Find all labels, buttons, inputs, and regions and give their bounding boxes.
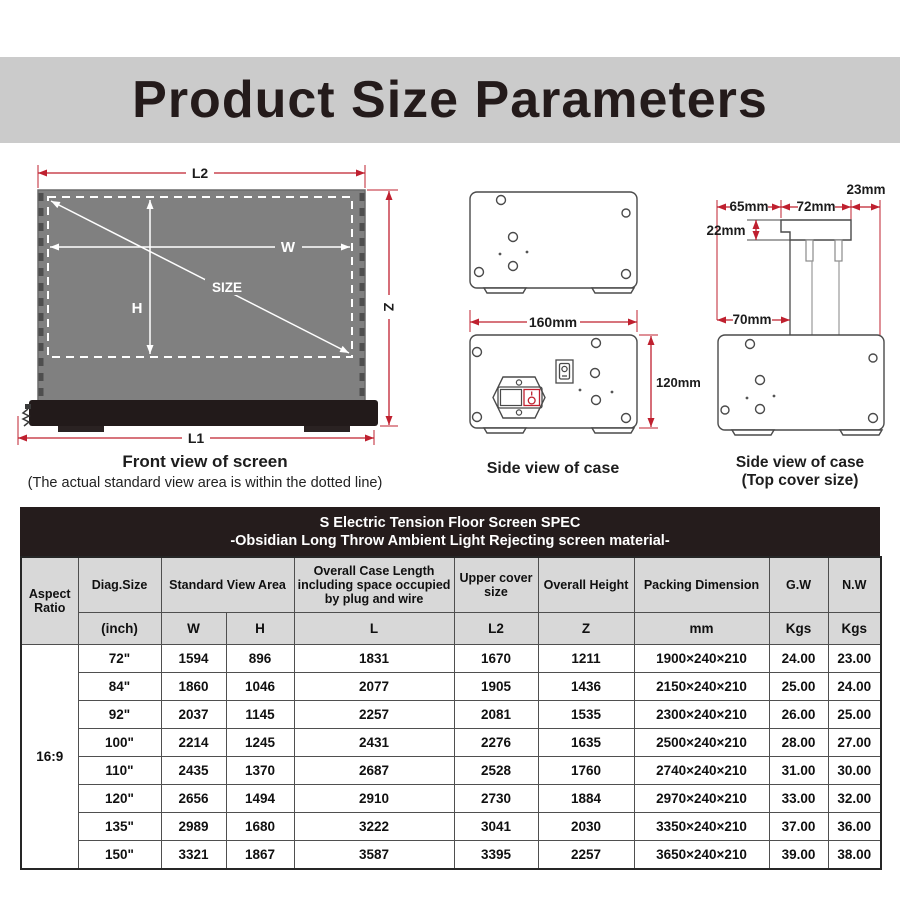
unit-w: W: [161, 613, 226, 645]
spec-cell: 1046: [226, 673, 294, 701]
screen-surface: [38, 190, 365, 402]
svg-text:120mm: 120mm: [656, 375, 701, 390]
spec-cell: 1867: [226, 841, 294, 870]
spec-cell: 1635: [538, 729, 634, 757]
spec-cell: 1680: [226, 813, 294, 841]
spec-cell: 24.00: [769, 645, 828, 673]
spec-cell: 92": [78, 701, 161, 729]
spec-cell: 100": [78, 729, 161, 757]
spec-cell: 3041: [454, 813, 538, 841]
dim-160mm: [470, 310, 637, 332]
spec-cell: 1245: [226, 729, 294, 757]
spec-cell: 1900×240×210: [634, 645, 769, 673]
spec-cell: 150": [78, 841, 161, 870]
spec-cell: 3587: [294, 841, 454, 870]
spec-cell: 1436: [538, 673, 634, 701]
table-row: [21, 645, 881, 673]
table-row: [21, 673, 881, 701]
spec-cell: 23.00: [828, 645, 881, 673]
front-view-caption: Front view of screen: [122, 452, 288, 471]
spec-cell: 27.00: [828, 729, 881, 757]
spec-cell: 37.00: [769, 813, 828, 841]
spec-cell: 2528: [454, 757, 538, 785]
spec-table: [20, 556, 882, 870]
spec-cell: 896: [226, 645, 294, 673]
case-body: [718, 335, 884, 435]
svg-text:Z: Z: [381, 302, 397, 312]
front-view-subcaption: (The actual standard view area is within the dotted line): [27, 475, 383, 491]
unit-kgs-gw: Kgs: [769, 613, 828, 645]
spec-cell: 28.00: [769, 729, 828, 757]
spec-cell: 2257: [538, 841, 634, 870]
col-overall-height: Overall Height: [538, 557, 634, 613]
spec-cell: 1494: [226, 785, 294, 813]
svg-text:22mm: 22mm: [706, 223, 746, 238]
table-row: [21, 785, 881, 813]
table-row: [21, 757, 881, 785]
dim-22mm: [706, 220, 790, 240]
svg-text:23mm: 23mm: [846, 182, 886, 197]
spec-cell: 110": [78, 757, 161, 785]
side-view-caption: Side view of case: [486, 460, 620, 477]
spec-cell: 33.00: [769, 785, 828, 813]
table-row: [21, 813, 881, 841]
spec-cell: 2276: [454, 729, 538, 757]
spec-title-line2: -Obsidian Long Throw Ambient Light Rejecting screen material-: [230, 533, 670, 549]
spec-cell: 2030: [538, 813, 634, 841]
top-cover-subcaption: (Top cover size): [741, 472, 859, 489]
spec-cell: 25.00: [769, 673, 828, 701]
spec-cell: 2730: [454, 785, 538, 813]
toggle-switch: [556, 360, 573, 383]
unit-z: Z: [538, 613, 634, 645]
unit-l2: L2: [454, 613, 538, 645]
spec-cell: 135": [78, 813, 161, 841]
table-row: [21, 841, 881, 870]
spec-cell: 1145: [226, 701, 294, 729]
spec-cell: 2300×240×210: [634, 701, 769, 729]
spec-table-section: [20, 507, 880, 870]
header-row-1: [21, 557, 881, 613]
spec-cell: 32.00: [828, 785, 881, 813]
top-cover-caption: Side view of case: [735, 454, 865, 471]
spec-cell: 2910: [294, 785, 454, 813]
case-foot-right: [304, 426, 350, 432]
spec-cell: 2431: [294, 729, 454, 757]
top-cover-shape: [781, 220, 851, 240]
power-inlet: [493, 377, 545, 418]
col-aspect-ratio: Aspect Ratio: [21, 557, 78, 645]
spec-cell: 2257: [294, 701, 454, 729]
spec-cell: 2500×240×210: [634, 729, 769, 757]
svg-text:SIZE: SIZE: [211, 280, 243, 295]
spec-cell: 1884: [538, 785, 634, 813]
case-top-plate: [470, 192, 637, 293]
col-packing-dimension: Packing Dimension: [634, 557, 769, 613]
dim-70mm: [717, 312, 790, 327]
spec-cell: 31.00: [769, 757, 828, 785]
unit-inch: (inch): [78, 613, 161, 645]
unit-l: L: [294, 613, 454, 645]
spec-cell: 1905: [454, 673, 538, 701]
col-diag-size: Diag.Size: [78, 557, 161, 613]
spec-cell: 3350×240×210: [634, 813, 769, 841]
svg-text:L2: L2: [191, 165, 209, 181]
spec-cell: 39.00: [769, 841, 828, 870]
col-standard-view-area: Standard View Area: [161, 557, 294, 613]
side-view-diagram: [440, 160, 702, 500]
spec-title-line1: S Electric Tension Floor Screen SPEC: [319, 515, 581, 531]
aspect-ratio-cell: 16:9: [21, 645, 78, 870]
spec-cell: 84": [78, 673, 161, 701]
spec-cell: 2687: [294, 757, 454, 785]
spec-cell: 1594: [161, 645, 226, 673]
col-gross-weight: G.W: [769, 557, 828, 613]
spec-cell: 2435: [161, 757, 226, 785]
top-cover-diagram: [700, 160, 900, 500]
front-view-diagram: [0, 160, 440, 500]
spec-cell: 38.00: [828, 841, 881, 870]
spec-cell: 3650×240×210: [634, 841, 769, 870]
svg-text:65mm: 65mm: [729, 199, 769, 214]
unit-mm: mm: [634, 613, 769, 645]
header-row-units: [21, 613, 881, 645]
spec-cell: 1211: [538, 645, 634, 673]
svg-text:160mm: 160mm: [528, 314, 578, 330]
col-upper-cover-size: Upper cover size: [454, 557, 538, 613]
spec-cell: 3395: [454, 841, 538, 870]
spec-cell: 2214: [161, 729, 226, 757]
unit-h: H: [226, 613, 294, 645]
table-row: [21, 701, 881, 729]
spec-cell: 2077: [294, 673, 454, 701]
title-band: [0, 57, 900, 143]
page-title: Product Size Parameters: [132, 71, 768, 129]
spec-cell: 2081: [454, 701, 538, 729]
spec-cell: 120": [78, 785, 161, 813]
svg-text:H: H: [131, 300, 143, 317]
screen-case: [29, 400, 378, 426]
spec-cell: 24.00: [828, 673, 881, 701]
case-foot-left: [58, 426, 104, 432]
spec-cell: 25.00: [828, 701, 881, 729]
dim-z: [367, 190, 398, 426]
col-overall-case-length: Overall Case Length including space occupied by plug and wire: [294, 557, 454, 613]
spec-cell: 2740×240×210: [634, 757, 769, 785]
spec-cell: 36.00: [828, 813, 881, 841]
unit-kgs-nw: Kgs: [828, 613, 881, 645]
spec-cell: 3222: [294, 813, 454, 841]
spec-cell: 1760: [538, 757, 634, 785]
spec-cell: 26.00: [769, 701, 828, 729]
spec-cell: 1670: [454, 645, 538, 673]
spec-cell: 72": [78, 645, 161, 673]
case-bottom-plate: [470, 335, 637, 433]
svg-text:L1: L1: [187, 430, 205, 446]
spec-cell: 1860: [161, 673, 226, 701]
table-row: [21, 729, 881, 757]
spec-cell: 2150×240×210: [634, 673, 769, 701]
spec-cell: 2970×240×210: [634, 785, 769, 813]
spec-cell: 1535: [538, 701, 634, 729]
spec-cell: 30.00: [828, 757, 881, 785]
dim-l2: [38, 165, 365, 188]
slider-pole: [790, 240, 842, 335]
dim-120mm: [639, 335, 701, 428]
spec-cell: 3321: [161, 841, 226, 870]
col-net-weight: N.W: [828, 557, 881, 613]
svg-text:W: W: [280, 239, 296, 256]
spec-cell: 2037: [161, 701, 226, 729]
svg-text:70mm: 70mm: [732, 312, 772, 327]
spec-table-title: [20, 507, 880, 556]
spec-cell: 2656: [161, 785, 226, 813]
spec-cell: 2989: [161, 813, 226, 841]
svg-text:72mm: 72mm: [796, 199, 836, 214]
spec-cell: 1370: [226, 757, 294, 785]
spec-cell: 1831: [294, 645, 454, 673]
